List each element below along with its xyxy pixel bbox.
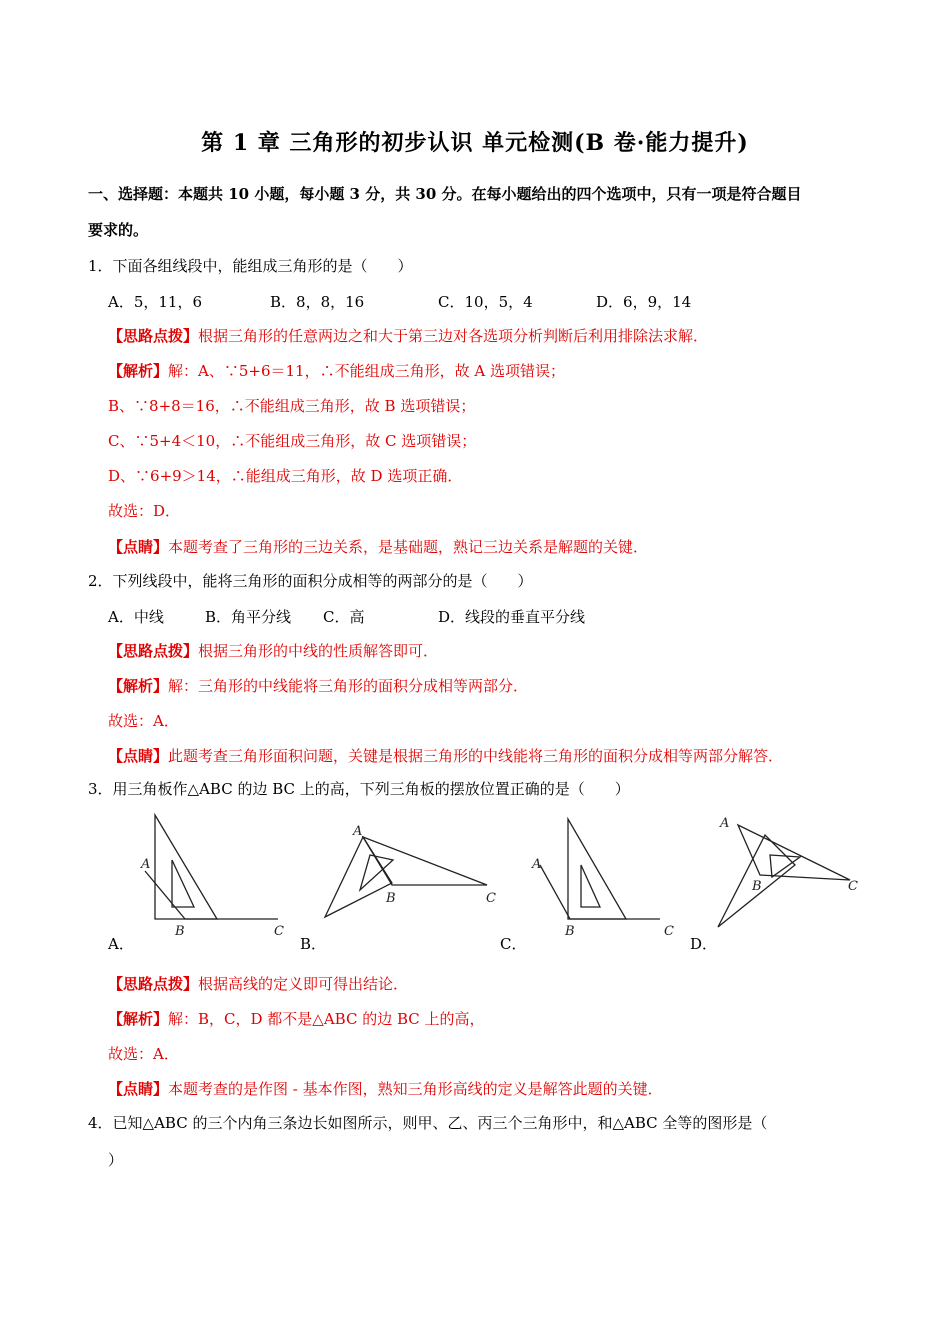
label-c: C [274,924,284,935]
q1-option-d: D．6，9，14 [596,293,692,311]
q2-option-d: D．线段的垂直平分线 [438,608,586,626]
label-a: A [720,816,730,831]
q1-analysis-line: B、∵8+8＝16，∴不能组成三角形，故 B 选项错误； [108,397,476,415]
q1-answer: 故选：D． [108,502,181,520]
q2-option-c: C．高 [323,608,365,626]
q3-figures [0,805,950,935]
label-c: C [486,891,496,906]
section-heading: 一、选择题：本题共 10 小题，每小题 3 分，共 30 分。在每小题给出的四个选项中，只有一项是符合题目 [88,185,802,203]
question-4-stem: 4．已知△ABC 的三个内角三条边长如图所示，则甲、乙、丙三个三角形中，和△ABC 全等的图形是（ [88,1114,768,1132]
q2-comment: 【点睛】此题考查三角形面积问题，关键是根据三角形的中线能将三角形的面积分成相等两部分解答． [108,747,784,765]
q3-option-b: B． [300,935,327,953]
q3-hint: 【思路点拨】根据高线的定义即可得出结论． [108,975,409,993]
section-heading-cont: 要求的。 [88,221,149,239]
label-b: B [386,891,396,906]
q1-analysis-line: C、∵5+4＜10，∴不能组成三角形，故 C 选项错误； [108,432,477,450]
label-b: B [565,924,575,935]
q3-option-d: D． [690,935,718,953]
q1-option-b: B．8，8，16 [270,293,365,311]
label-a: A [532,857,542,872]
q3-option-c: C． [500,935,527,953]
q2-hint: 【思路点拨】根据三角形的中线的性质解答即可． [108,642,439,660]
label-b: B [752,879,762,894]
q1-option-c: C．10，5，4 [438,293,533,311]
q2-analysis: 【解析】解：三角形的中线能将三角形的面积分成相等两部分． [108,677,529,695]
question-1-stem: 1．下面各组线段中，能组成三角形的是（ ） [88,257,413,275]
page-title: 第 1 章 三角形的初步认识 单元检测(B 卷·能力提升) [201,130,749,156]
q1-hint: 【思路点拨】根据三角形的任意两边之和大于第三边对各选项分析判断后利用排除法求解． [108,327,709,345]
q3-answer: 故选：A． [108,1045,179,1063]
question-3-stem: 3．用三角板作△ABC 的边 BC 上的高，下列三角板的摆放位置正确的是（ ） [88,780,630,798]
q1-option-a: A．5，11，6 [108,293,203,311]
question-4-stem-cont: ） [108,1151,124,1169]
q3-option-a: A． [108,935,134,953]
q1-comment: 【点睛】本题考查了三角形的三边关系，是基础题，熟记三边关系是解题的关键． [108,538,649,556]
figure-b-triangle [325,837,487,917]
q3-analysis: 【解析】解：B，C，D 都不是△ABC 的边 BC 上的高， [108,1010,485,1028]
q2-answer: 故选：A． [108,712,179,730]
q1-analysis-line: D、∵6+9＞14，∴能组成三角形，故 D 选项正确． [108,467,463,485]
q3-comment: 【点睛】本题考查的是作图 - 基本作图，熟知三角形高线的定义是解答此题的关键． [108,1080,663,1098]
label-a: A [353,824,363,839]
q2-option-a: A．中线 [108,608,164,626]
q2-option-b: B．角平分线 [205,608,292,626]
figure-c-triangle [540,819,660,919]
q1-analysis: 【解析】解：A、∵5+6＝11，∴不能组成三角形，故 A 选项错误； [108,362,565,380]
figure-a-triangle [145,815,278,919]
figure-d-triangle [718,825,850,927]
label-b: B [175,924,185,935]
label-a: A [141,857,151,872]
question-2-stem: 2．下列线段中，能将三角形的面积分成相等的两部分的是（ ） [88,572,533,590]
label-c: C [664,924,674,935]
label-c: C [848,879,858,894]
